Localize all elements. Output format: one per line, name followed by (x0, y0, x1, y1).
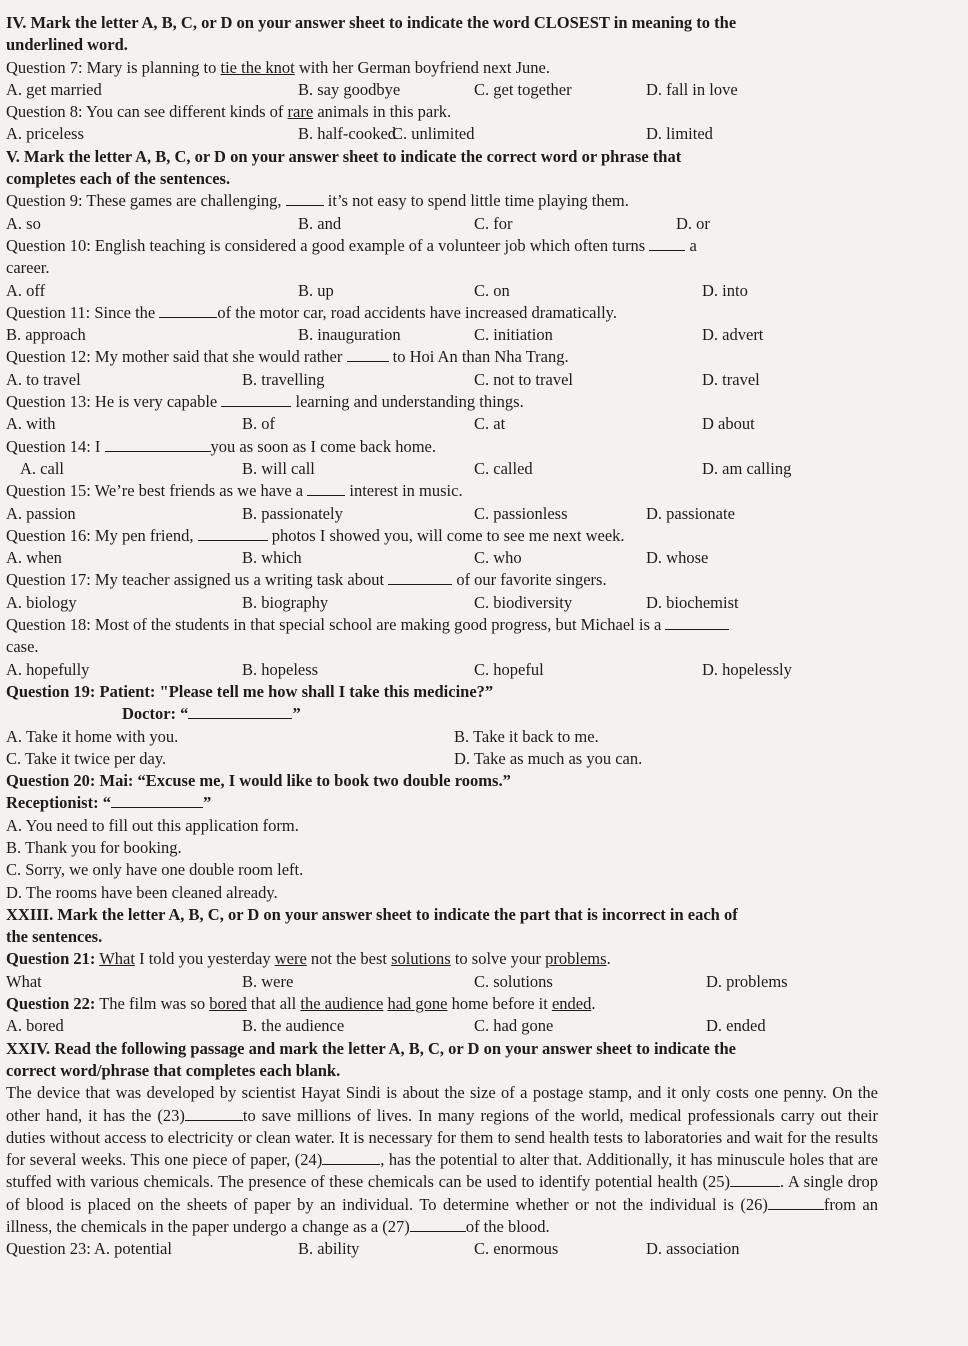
option-d[interactable]: D. passionate (646, 503, 735, 523)
option-a[interactable]: A. with (6, 414, 56, 434)
option-d[interactable]: D. The rooms have been cleaned already. (6, 882, 278, 902)
option-b[interactable]: B. say goodbye (298, 79, 401, 99)
question-label: Question 19: (6, 681, 96, 701)
question-13-options (6, 413, 958, 435)
option-d[interactable]: D about (702, 414, 755, 434)
underlined-word: rare (287, 102, 314, 122)
section-v-title-cont: completes each of the sentences. (6, 169, 231, 189)
option-d[interactable]: D. or (676, 213, 710, 233)
option-b[interactable]: B. which (242, 548, 302, 568)
question-11-options (6, 324, 958, 346)
option-b[interactable]: B. and (298, 213, 342, 233)
answer-blank (221, 392, 291, 407)
option-c[interactable]: C. Take it twice per day. (6, 748, 167, 768)
option-d[interactable]: D. problems (706, 971, 788, 991)
option-b[interactable]: B. half-cooked (298, 124, 397, 144)
option-b[interactable]: B. up (298, 280, 334, 300)
question-19-speaker: Doctor: “ ” (122, 704, 301, 724)
option-b[interactable]: B. Thank you for booking. (6, 837, 182, 857)
question-10: Question 10: English teaching is considered a good example of a volunteer job which often turns a (6, 235, 697, 255)
blank-26 (768, 1195, 824, 1210)
option-a[interactable]: What (6, 971, 42, 991)
option-d[interactable]: D. Take as much as you can. (454, 748, 643, 768)
answer-blank (188, 704, 292, 719)
option-a[interactable]: A. call (20, 458, 64, 478)
answer-blank (111, 793, 203, 808)
question-label: Question 23: (6, 1239, 91, 1259)
question-9: Question 9: These games are challenging, it’s not easy to spend little time playing them. (6, 191, 629, 211)
answer-blank (105, 437, 211, 452)
blank-25 (730, 1172, 780, 1187)
option-a[interactable]: A. potential (94, 1239, 172, 1259)
option-a[interactable]: B. approach (6, 325, 86, 345)
section-xxiii-title: XXIII. Mark the letter A, B, C, or D on your answer sheet to indicate the part that is incorrect in each of (6, 904, 738, 924)
option-c[interactable]: C. get together (474, 79, 572, 99)
question-23-options (6, 1238, 958, 1260)
question-20-speaker: Receptionist: “ ” (6, 793, 212, 813)
option-c[interactable]: C. at (474, 414, 506, 434)
option-b[interactable]: B. biography (242, 592, 329, 612)
question-14-options (6, 458, 958, 480)
question-10-cont: career. (6, 258, 50, 278)
question-8-options (6, 123, 958, 145)
question-21: Question 21: What I told you yesterday were not the best solutions to solve your problems. (6, 949, 611, 969)
option-c[interactable]: C. unlimited (392, 124, 475, 144)
option-c[interactable]: C. had gone (474, 1016, 554, 1036)
question-12-options (6, 369, 958, 391)
question-19-options-row-2 (6, 748, 958, 770)
option-a[interactable]: A. get married (6, 79, 102, 99)
question-label: Question 20: (6, 771, 96, 791)
blank-24 (322, 1150, 380, 1165)
option-c[interactable]: C. biodiversity (474, 592, 573, 612)
reading-passage: The device that was developed by scientist Hayat Sindi is about the size of a postage stamp, and it only costs one penny. On the other hand, it has the (23) to save millions of lives. In many regions of the world, medical professionals carry out their duties without access to electricity or clean water. It is necessary for them to send health tests to laboratories and wait for the results for several weeks. This one piece of paper, (24) , has the potential to alter that. Additionally, it has minuscule holes that are stuffed with various chemicals. The presence of these chemicals can be used to identify potential health (25) . A single drop of blood is placed on the sheets of paper by an individual. To determine whether or not the individual is (26) from an illness, the chemicals in the paper undergo a change as a (27) of the blood. (6, 1083, 878, 1237)
question-8: Question 8: You can see different kinds of rare animals in this park. (6, 102, 452, 122)
option-d[interactable]: D. advert (702, 325, 764, 345)
question-7-options (6, 79, 958, 101)
question-16: Question 16: My pen friend, photos I showed you, will come to see me next week. (6, 525, 625, 545)
option-d[interactable]: D. fall in love (646, 79, 738, 99)
option-a[interactable]: A. biology (6, 592, 77, 612)
question-19-options-row-1 (6, 726, 958, 748)
question-19: Question 19: Patient: "Please tell me how shall I take this medicine?” (6, 681, 494, 701)
option-c[interactable]: C. initiation (474, 325, 553, 345)
option-a[interactable]: A. when (6, 548, 62, 568)
question-label: Question 7: (6, 57, 83, 77)
option-d[interactable]: D. limited (646, 124, 713, 144)
question-16-options (6, 547, 958, 569)
section-iv-title-cont: underlined word. (6, 35, 128, 55)
answer-blank (286, 191, 324, 206)
question-label: Question 10: (6, 235, 91, 255)
option-b[interactable]: B. travelling (242, 369, 325, 389)
option-b[interactable]: B. were (242, 971, 294, 991)
option-a[interactable]: A. off (6, 280, 46, 300)
question-label: Question 14: (6, 436, 91, 456)
option-a[interactable]: A. bored (6, 1016, 64, 1036)
underlined-part-b: the audience (300, 994, 384, 1014)
option-b[interactable]: B. hopeless (242, 659, 319, 679)
question-label: Question 21: (6, 949, 96, 969)
option-a[interactable]: A. hopefully (6, 659, 90, 679)
underlined-part-a: What (99, 949, 135, 969)
answer-blank (347, 347, 389, 362)
option-d[interactable]: D. am calling (702, 458, 792, 478)
option-c[interactable]: C. not to travel (474, 369, 573, 389)
option-d[interactable]: D. biochemist (646, 592, 739, 612)
answer-blank (649, 236, 685, 251)
underlined-part-a: bored (209, 994, 247, 1014)
question-label: Question 9: (6, 191, 83, 211)
underlined-word: tie the knot (220, 57, 295, 77)
option-d[interactable]: D. hopelessly (702, 659, 792, 679)
question-9-options (6, 213, 958, 235)
underlined-part-d: ended (551, 994, 592, 1014)
question-15-options (6, 503, 958, 525)
option-b[interactable]: B. ability (298, 1239, 360, 1259)
question-22-options (6, 1015, 958, 1037)
question-18: Question 18: Most of the students in that special school are making good progress, but Michael is a (6, 614, 958, 636)
question-7: Question 7: Mary is planning to tie the knot with her German boyfriend next June. (6, 57, 550, 77)
option-c[interactable]: C. Sorry, we only have one double room left. (6, 860, 304, 880)
option-b[interactable]: B. Take it back to me. (454, 726, 599, 746)
question-label: Question 11: (6, 302, 91, 322)
question-label: Question 22: (6, 994, 96, 1014)
question-18-options (6, 659, 958, 681)
underlined-part-b: were (274, 949, 307, 969)
option-b[interactable]: B. will call (242, 458, 315, 478)
option-c[interactable]: C. hopeful (474, 659, 544, 679)
option-a[interactable]: A. priceless (6, 124, 84, 144)
option-c[interactable]: C. passionless (474, 503, 568, 523)
option-b[interactable]: B. of (242, 414, 275, 434)
answer-blank (159, 303, 217, 318)
question-14: Question 14: I you as soon as I come back home. (6, 436, 436, 456)
question-22: Question 22: The film was so bored that all the audience had gone home before it ended. (6, 994, 596, 1014)
blank-27 (410, 1217, 466, 1232)
option-c[interactable]: C. who (474, 548, 522, 568)
option-d[interactable]: D. into (702, 280, 748, 300)
option-d[interactable]: D. association (646, 1239, 740, 1259)
question-12: Question 12: My mother said that she would rather to Hoi An than Nha Trang. (6, 347, 569, 367)
question-label: Question 12: (6, 347, 91, 367)
option-c[interactable]: C. called (474, 458, 533, 478)
underlined-part-c: had gone (387, 994, 448, 1014)
option-c[interactable]: C. enormous (474, 1239, 559, 1259)
answer-blank (198, 526, 268, 541)
question-13: Question 13: He is very capable learning and understanding things. (6, 392, 524, 412)
question-label: Question 18: (6, 615, 91, 635)
option-b[interactable]: B. passionately (242, 503, 343, 523)
section-xxiv-title-cont: correct word/phrase that completes each blank. (6, 1060, 341, 1080)
section-iv-title: IV. Mark the letter A, B, C, or D on your answer sheet to indicate the word CLOSEST in meaning to the (6, 13, 737, 32)
option-c[interactable]: C. for (474, 213, 513, 233)
question-label: Question 17: (6, 570, 91, 590)
question-label: Question 8: (6, 102, 83, 122)
question-label: Question 13: (6, 392, 91, 412)
answer-blank (388, 570, 452, 585)
option-b[interactable]: B. inauguration (298, 325, 401, 345)
option-a[interactable]: A. You need to fill out this application form. (6, 815, 299, 835)
underlined-part-c: solutions (391, 949, 451, 969)
question-15: Question 15: We’re best friends as we have a interest in music. (6, 481, 463, 501)
option-c[interactable]: C. on (474, 280, 510, 300)
question-21-options (6, 971, 958, 993)
option-b[interactable]: B. the audience (242, 1016, 345, 1036)
question-label: Question 15: (6, 481, 91, 501)
option-a[interactable]: A. so (6, 213, 41, 233)
option-a[interactable]: A. passion (6, 503, 76, 523)
option-a[interactable]: A. to travel (6, 369, 81, 389)
option-d[interactable]: D. travel (702, 369, 760, 389)
question-20: Question 20: Mai: “Excuse me, I would like to book two double rooms.” (6, 771, 511, 791)
question-17-options (6, 592, 958, 614)
blank-23 (185, 1106, 243, 1121)
question-10-options (6, 280, 958, 302)
answer-blank (307, 481, 345, 496)
option-d[interactable]: D. ended (706, 1016, 766, 1036)
answer-blank (665, 615, 729, 630)
section-xxiii-title-cont: the sentences. (6, 927, 103, 947)
question-label: Question 16: (6, 525, 91, 545)
question-17: Question 17: My teacher assigned us a writing task about of our favorite singers. (6, 570, 607, 590)
underlined-part-d: problems (545, 949, 607, 969)
section-v-title: V. Mark the letter A, B, C, or D on your answer sheet to indicate the correct word or phrase that (6, 146, 682, 166)
question-11: Question 11: Since the of the motor car, road accidents have increased dramatically. (6, 302, 617, 322)
section-xxiv-title: XXIV. Read the following passage and mark the letter A, B, C, or D on your answer sheet to indicate the (6, 1038, 736, 1058)
option-c[interactable]: C. solutions (474, 971, 553, 991)
question-18-cont: case. (6, 637, 39, 657)
option-d[interactable]: D. whose (646, 548, 709, 568)
option-a[interactable]: A. Take it home with you. (6, 726, 179, 746)
